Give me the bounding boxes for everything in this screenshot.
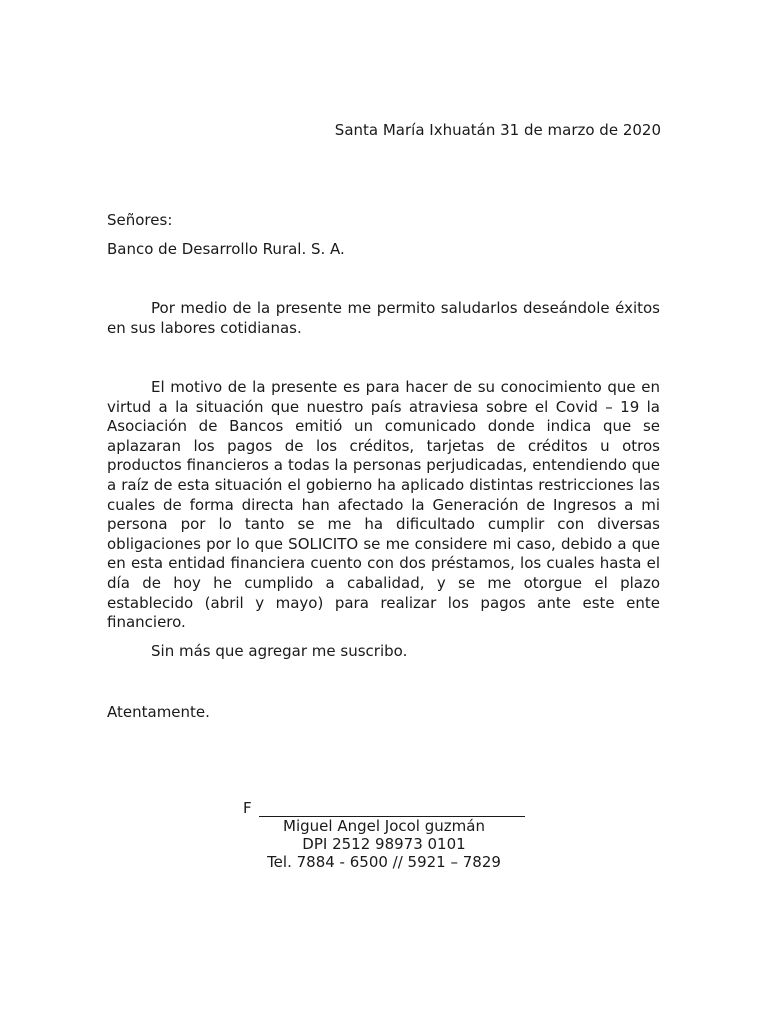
signature-line-row — [243, 798, 525, 817]
signer-name: Miguel Angel Jocol guzmán — [283, 817, 485, 835]
signer-dpi: DPI 2512 98973 0101 — [302, 835, 466, 853]
closing-salutation: Atentamente. — [107, 703, 210, 721]
signature-line — [259, 798, 525, 817]
date-line: Santa María Ixhuatán 31 de marzo de 2020 — [334, 121, 661, 139]
recipient: Banco de Desarrollo Rural. S. A. — [107, 240, 345, 258]
signature-prefix: F — [243, 799, 252, 817]
paragraph-closing-remark: Sin más que agregar me suscribo. — [151, 642, 408, 660]
paragraph-greeting: Por medio de la presente me permito saludarlos deseándole éxitos en sus labores cotidianas. — [107, 299, 660, 337]
signer-phone: Tel. 7884 - 6500 // 5921 – 7829 — [267, 853, 501, 871]
signer-details — [259, 817, 509, 871]
paragraph-request: El motivo de la presente es para hacer de su conocimiento que en virtud a la situación que nuestro país atraviesa sobre el Covid – 19 la Asociación de Bancos emitió un comunicado donde indica que se aplazaran los pagos de los créditos, tarjetas de créditos u otros productos financieros a todas la personas perjudicadas, entendiendo que a raíz de esta situación el gobierno ha aplicado distintas restricciones las cuales de forma directa han afectado la Generación de Ingresos a mi persona por lo tanto se me ha dificultado cumplir con diversas obligaciones por lo que SOLICITO se me considere mi caso, debido a que en esta entidad financiera cuento con dos préstamos, los cuales hasta el día de hoy he cumplido a cabalidad, y se me otorgue el plazo establecido (abril y mayo) para realizar los pagos ante este ente financiero. — [107, 378, 660, 632]
salutation: Señores: — [107, 211, 173, 229]
signature-block — [243, 798, 525, 871]
